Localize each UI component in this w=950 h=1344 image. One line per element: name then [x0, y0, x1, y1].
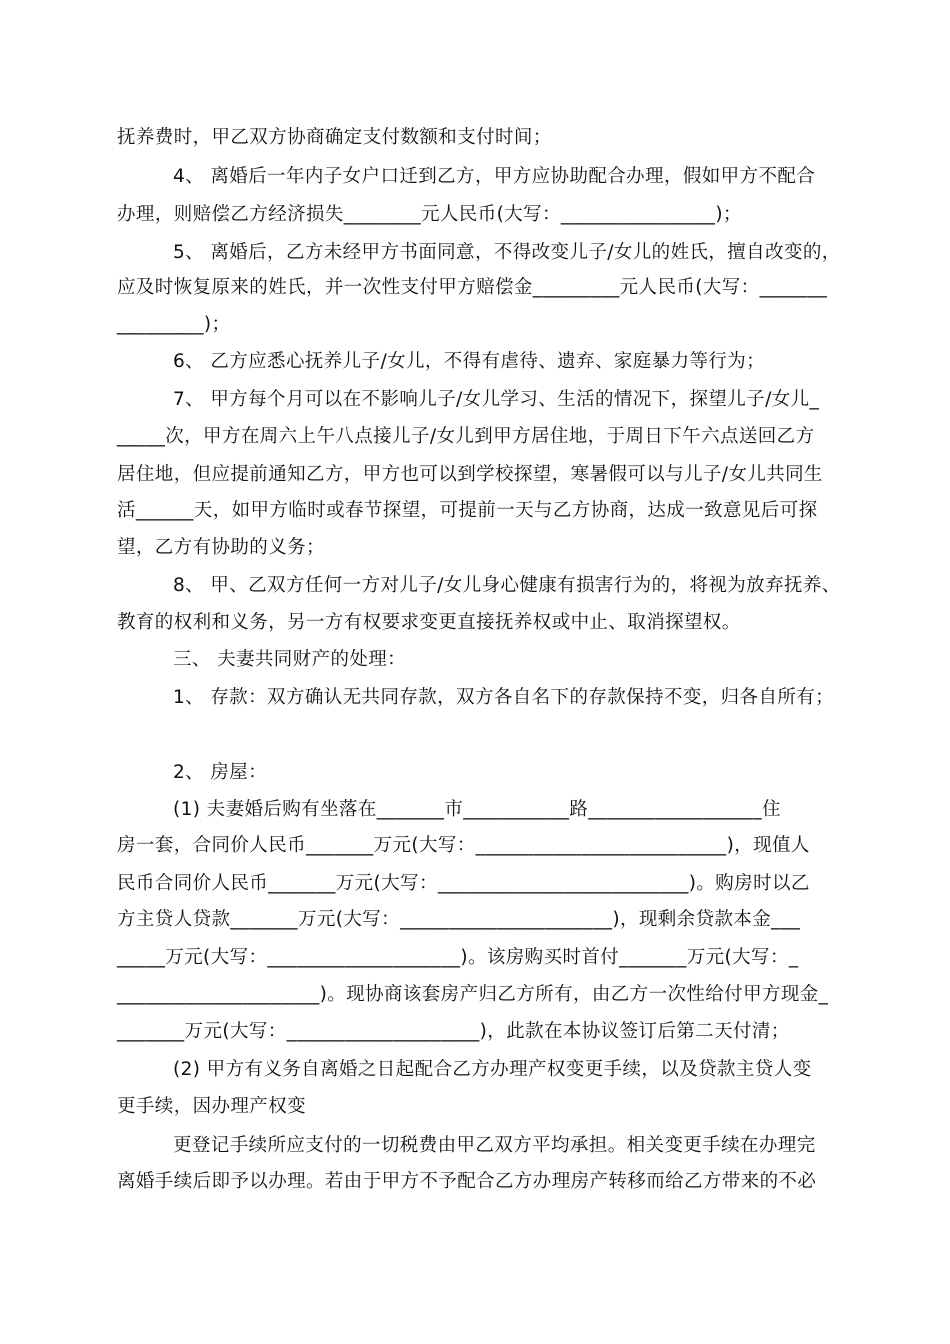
- text-line: 更登记手续所应支付的一切税费由甲乙双方平均承担。相关变更手续在办理完: [173, 1135, 816, 1156]
- text-line: 7、 甲方每个月可以在不影响儿子/女儿学习、生活的情况下，探望儿子/女儿_: [173, 389, 820, 410]
- text-line: _____________________)。现协商该套房产归乙方所有，由乙方一次性给付甲方现金_: [117, 984, 829, 1005]
- text-line: 6、 乙方应悉心抚养儿子/女儿，不得有虐待、遗弃、家庭暴力等行为；: [173, 351, 766, 372]
- text-line: 应及时恢复原来的姓氏，并一次性支付甲方赔偿金_________元人民币(大写：_______: [117, 277, 828, 298]
- text-line: _____万元(大写：____________________)。该房购买时首付_______万元(大写：_: [117, 947, 799, 968]
- text-line: 办理，则赔偿乙方经济损失________元人民币(大写：________________)；: [117, 204, 742, 225]
- text-line: 抚养费时，甲乙双方协商确定支付数额和支付时间；: [117, 127, 552, 148]
- text-line: _______万元(大写：____________________)，此款在本协议签订后第二天付清；: [117, 1021, 790, 1042]
- text-line: 8、 甲、乙双方任何一方对儿子/女儿身心健康有损害行为的，将视为放弃抚养、: [173, 575, 841, 596]
- text-line: 更手续，因办理产权变: [117, 1096, 307, 1117]
- text-line: 教育的权利和义务，另一方有权要求变更直接抚养权或中止、取消探望权。: [117, 612, 741, 633]
- section-heading: 三、 夫妻共同财产的处理：: [173, 649, 407, 670]
- text-line: _________)；: [117, 314, 231, 335]
- text-line: 方主贷人贷款_______万元(大写：______________________)，现剩余贷款本金___: [117, 909, 801, 930]
- text-line: 房一套，合同价人民币_______万元(大写：__________________________)，现值人: [117, 835, 810, 856]
- text-line: 5、 离婚后，乙方未经甲方书面同意，不得改变儿子/女儿的姓氏，擅自改变的，: [173, 242, 841, 263]
- text-line: 4、 离婚后一年内子女户口迁到乙方，甲方应协助配合办理，假如甲方不配合: [173, 166, 816, 187]
- text-line: (2) 甲方有义务自离婚之日起配合乙方办理产权变更手续，以及贷款主贷人变: [173, 1059, 812, 1080]
- text-line: 民币合同价人民币_______万元(大写：__________________________)。购房时以乙: [117, 873, 810, 894]
- text-line: 离婚手续后即予以办理。若由于甲方不予配合乙方办理房产转移而给乙方带来的不必: [117, 1171, 817, 1192]
- text-line: (1) 夫妻婚后购有坐落在_______市___________路__________________住: [173, 799, 781, 820]
- text-line: _____次，甲方在周六上午八点接儿子/女儿到甲方居住地，于周日下午六点送回乙方: [117, 426, 815, 447]
- text-line: 望，乙方有协助的义务；: [117, 537, 325, 558]
- text-line: 2、 房屋：: [173, 762, 268, 783]
- text-line: 居住地，但应提前通知乙方，甲方也可以到学校探望，寒暑假可以与儿子/女儿共同生: [117, 464, 823, 485]
- text-line: 1、 存款：双方确认无共同存款，双方各自名下的存款保持不变，归各自所有；: [173, 687, 835, 708]
- text-line: 活______天，如甲方临时或春节探望，可提前一天与乙方协商，达成一致意见后可探: [117, 500, 818, 521]
